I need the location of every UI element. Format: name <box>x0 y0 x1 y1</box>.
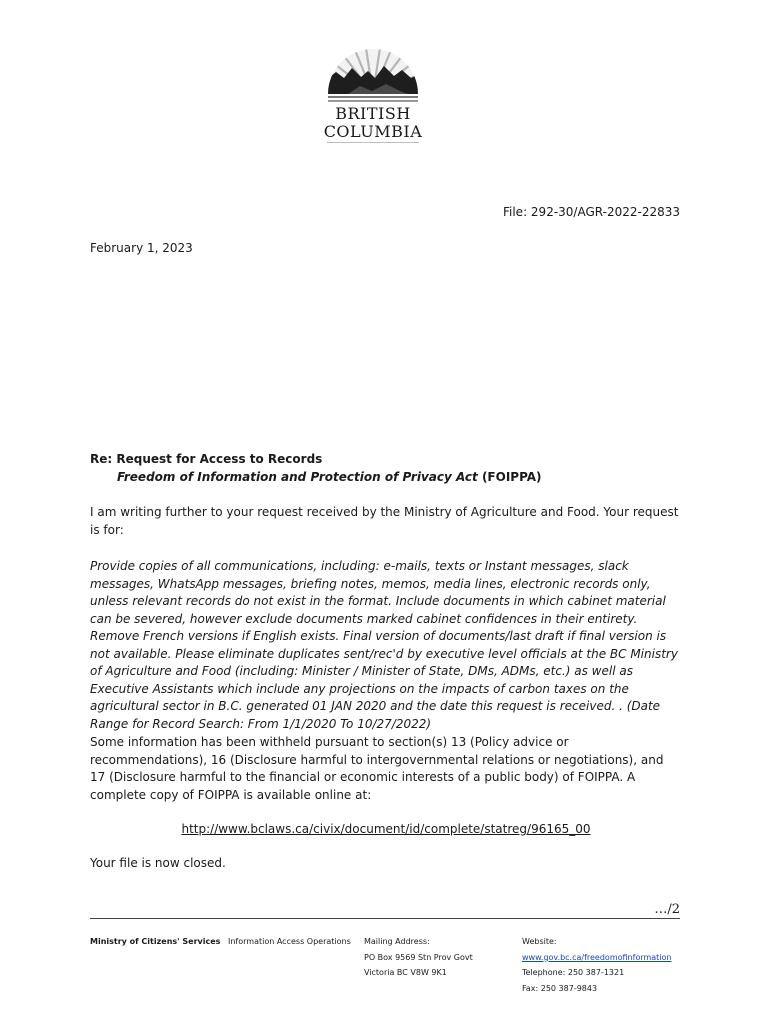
intro-paragraph: I am writing further to your request received by the Ministry of Agriculture and Food. Your request is for: <box>90 505 679 537</box>
footer-ministry: Ministry of Citizens' Services <box>90 937 221 946</box>
subject-title: Request for Access to Records <box>116 452 323 466</box>
footer-contact <box>522 934 672 996</box>
logo-wordmark-columbia: COLUMBIA <box>323 122 423 141</box>
footer-office: Information Access Operations <box>228 937 351 946</box>
telephone: Telephone: 250 387-1321 <box>522 968 625 977</box>
act-abbreviation: (FOIPPA) <box>481 470 542 484</box>
bc-government-logo <box>312 44 434 148</box>
mailing-line-1: PO Box 9569 Stn Prov Govt <box>364 952 473 962</box>
withheld-paragraph: Some information has been withheld pursuant to section(s) 13 (Policy advice or recommendations), 16 (Disclosure harmful to intergovernmental relations or negotiations), and 17 (Disclosure harmful to the financial or economic interests of a public body) of FOIPPA. A complete copy of FOIPPA is available online at: <box>90 735 664 802</box>
subject-act-line <box>117 470 542 484</box>
footer-mailing-address <box>364 934 473 981</box>
website-link[interactable]: www.gov.bc.ca/freedomofinformation <box>522 952 672 962</box>
mailing-label: Mailing Address: <box>364 937 430 946</box>
fax: Fax: 250 387-9843 <box>522 983 598 993</box>
subject-line <box>90 452 322 466</box>
mailing-line-2: Victoria BC V8W 9K1 <box>364 968 447 977</box>
sun-mountains-icon <box>312 44 434 106</box>
act-name: Freedom of Information and Protection of Privacy Act <box>117 470 478 484</box>
foippa-link-row <box>90 822 682 836</box>
file-reference: File: 292-30/AGR-2022-22833 <box>502 205 680 219</box>
logo-wordmark-british: BRITISH <box>335 104 411 123</box>
foippa-link[interactable]: http://www.bclaws.ca/civix/document/id/complete/statreg/96165_00 <box>181 822 591 836</box>
closing-statement: Your file is now closed. <box>90 856 226 870</box>
website-label: Website: <box>522 937 557 946</box>
re-label: Re: <box>90 452 113 466</box>
page-indicator: …/2 <box>654 902 680 917</box>
logo-underline <box>327 142 419 143</box>
footer-divider <box>90 918 680 919</box>
letter-date: February 1, 2023 <box>90 241 193 255</box>
request-text: Provide copies of all communications, including: e-mails, texts or Instant messages, slack messages, WhatsApp messages, briefing notes, memos, media lines, electronic records only, unless relevant records do not exist in the format. Include documents in which cabinet material can be severed, however exclude documents marked cabinet confidences in their entirety. Remove French versions if English exists. Final version of documents/last draft if final version is not available. Please eliminate duplicates sent/rec'd by executive level officials at the BC Ministry of Agriculture and Food (including: Minister / Minister of State, DMs, ADMs, etc.) as well as Executive Assistants which include any projections on the impacts of carbon taxes on the agricultural sector in B.C. generated 01 JAN 2020 and the date this request is received. . (Date Range for Record Search: From 1/1/2020 To 10/27/2022) <box>90 559 678 731</box>
